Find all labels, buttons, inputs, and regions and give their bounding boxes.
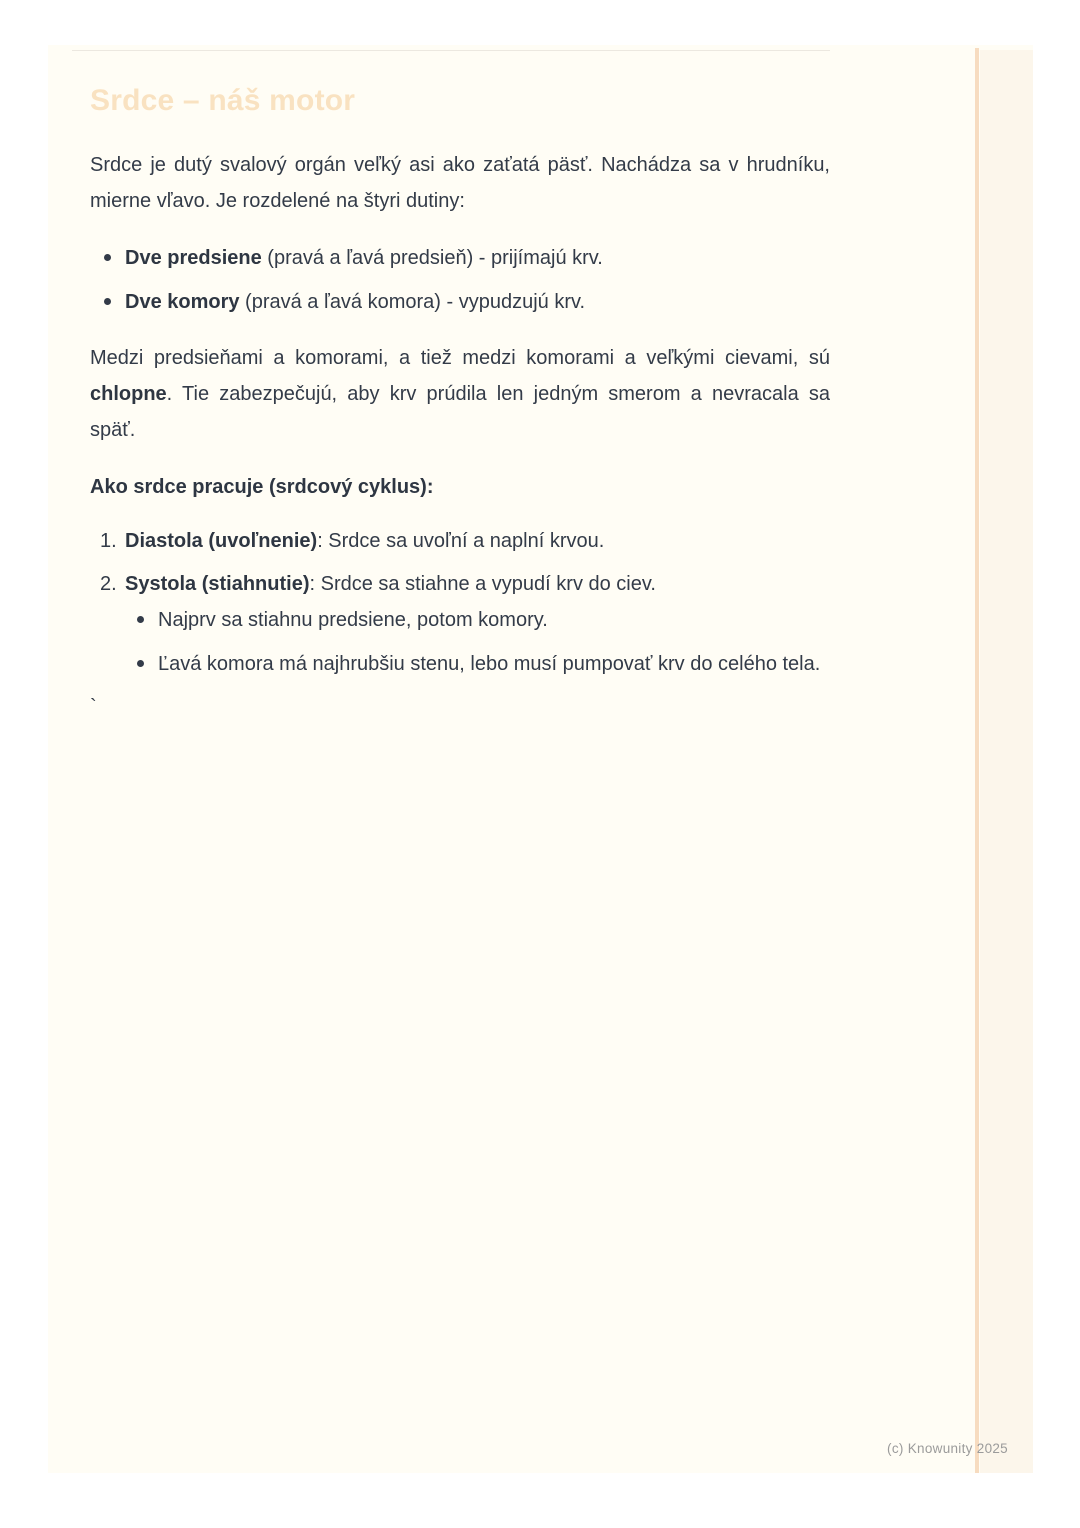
list-item-bold-lead: Dve komory (125, 291, 240, 313)
stray-backtick-mark: ` (90, 696, 97, 718)
list-item (90, 523, 830, 559)
cycle-heading: Ako srdce pracuje (srdcový cyklus): (90, 476, 434, 498)
list-item (90, 240, 830, 276)
list-item (90, 566, 830, 682)
document-content (90, 45, 830, 725)
list-item-bold-lead: Diastola (uvoľnenie) (125, 530, 318, 552)
list-item-text: : Srdce sa uvoľní a naplní krvou. (317, 530, 605, 552)
margin-rule-line (975, 48, 979, 1473)
intro-paragraph: Srdce je dutý svalový orgán veľký asi ako zaťatá päsť. Nachádza sa v hrudníku, mierne vľavo. Je rozdelené na štyri dutiny: (90, 154, 830, 212)
list-item: Najprv sa stiahnu predsiene, potom komory. (125, 602, 830, 638)
systola-sub-list (125, 602, 830, 682)
document-page (48, 45, 1033, 1473)
page-title: Srdce – náš motor (90, 84, 356, 117)
chambers-bullet-list (90, 240, 830, 320)
valves-paragraph-post: . Tie zabezpečujú, aby krv prúdila len jedným smerom a nevracala sa späť. (90, 383, 830, 441)
copyright-footer: (c) Knowunity 2025 (887, 1441, 1008, 1456)
valves-paragraph (90, 340, 830, 448)
list-item: Ľavá komora má najhrubšiu stenu, lebo musí pumpovať krv do celého tela. (125, 646, 830, 682)
list-item-text: : Srdce sa stiahne a vypudí krv do ciev. (309, 573, 656, 595)
cycle-steps-list (90, 523, 830, 682)
list-item-text: (pravá a ľavá predsieň) - prijímajú krv. (261, 247, 603, 269)
right-margin-strip (980, 50, 1033, 1473)
valves-paragraph-pre: Medzi predsieňami a komorami, a tiež medzi komorami a veľkými cievami, sú (90, 347, 830, 369)
list-item-text: (pravá a ľavá komora) - vypudzujú krv. (239, 291, 586, 313)
list-item (90, 284, 830, 320)
valves-paragraph-bold: chlopne (90, 383, 167, 405)
list-item-bold-lead: Systola (stiahnutie) (125, 573, 310, 595)
list-item-bold-lead: Dve predsiene (125, 247, 262, 269)
